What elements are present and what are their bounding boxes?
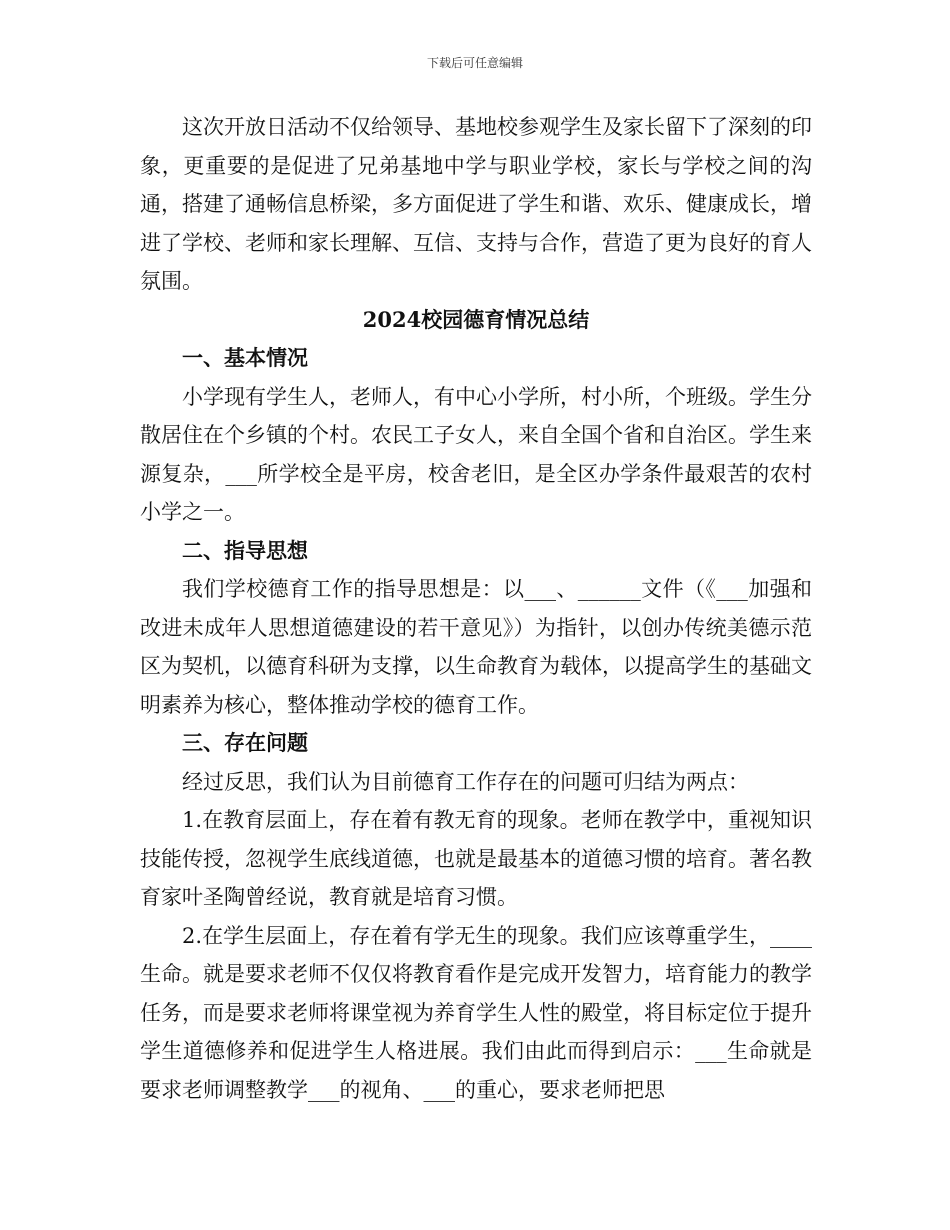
document-body <box>140 108 812 1109</box>
section-heading-existing-problems: 三、存在问题 <box>182 730 308 755</box>
section-paragraph: 经过反思，我们认为目前德育工作存在的问题可归结为两点： <box>182 769 749 794</box>
intro-paragraph: 这次开放日活动不仅给领导、基地校参观学生及家长留下了深刻的印象，更重要的是促进了兄弟基地中学与职业学校，家长与学校之间的沟通，搭建了通畅信息桥梁，多方面促进了学生和谐、欢乐、健康成长，增进了学校、老师和家长理解、互信、支持与合作，营造了更为良好的育人氛围。 <box>140 115 812 293</box>
document-title: 2024校园德育情况总结 <box>362 306 590 332</box>
section-heading-basic-situation: 一、基本情况 <box>182 345 308 370</box>
section-heading-guiding-ideology: 二、指导思想 <box>182 537 308 563</box>
section-paragraph: 我们学校德育工作的指导思想是：以___、______文件（《___加强和改进未成年人思想道德建设的若干意见》）为指针，以创办传统美德示范区为契机，以德育科研为支撑，以生命教育为载体，以提高学生的基础文明素养为核心，整体推动学校的德育工作。 <box>140 577 812 717</box>
section-paragraph: 小学现有学生人，老师人，有中心小学所，村小所，个班级。学生分散居住在个乡镇的个村。农民工子女人，来自全国个省和自治区。学生来源复杂，___所学校全是平房，校舍老旧，是全区办学条件最艰苦的农村小学之一。 <box>140 384 812 524</box>
section-paragraph: 1.在教育层面上，存在着有教无育的现象。老师在教学中，重视知识技能传授，忽视学生底线道德，也就是最基本的道德习惯的培育。著名教育家叶圣陶曾经说，教育就是培育习惯。 <box>140 808 812 909</box>
header-note: 下载后可任意编辑 <box>426 56 523 70</box>
section-paragraph: 2.在学生层面上，存在着有学无生的现象。我们应该尊重学生，____生命。就是要求老师不仅仅将教育看作是完成开发智力，培育能力的教学任务，而是要求老师将课堂视为养育学生人性的殿堂，将目标定位于提升学生道德修养和促进学生人格进展。我们由此而得到启示：___生命就是要求老师调整教学___的视角、___的重心，要求老师把思 <box>140 923 812 1102</box>
